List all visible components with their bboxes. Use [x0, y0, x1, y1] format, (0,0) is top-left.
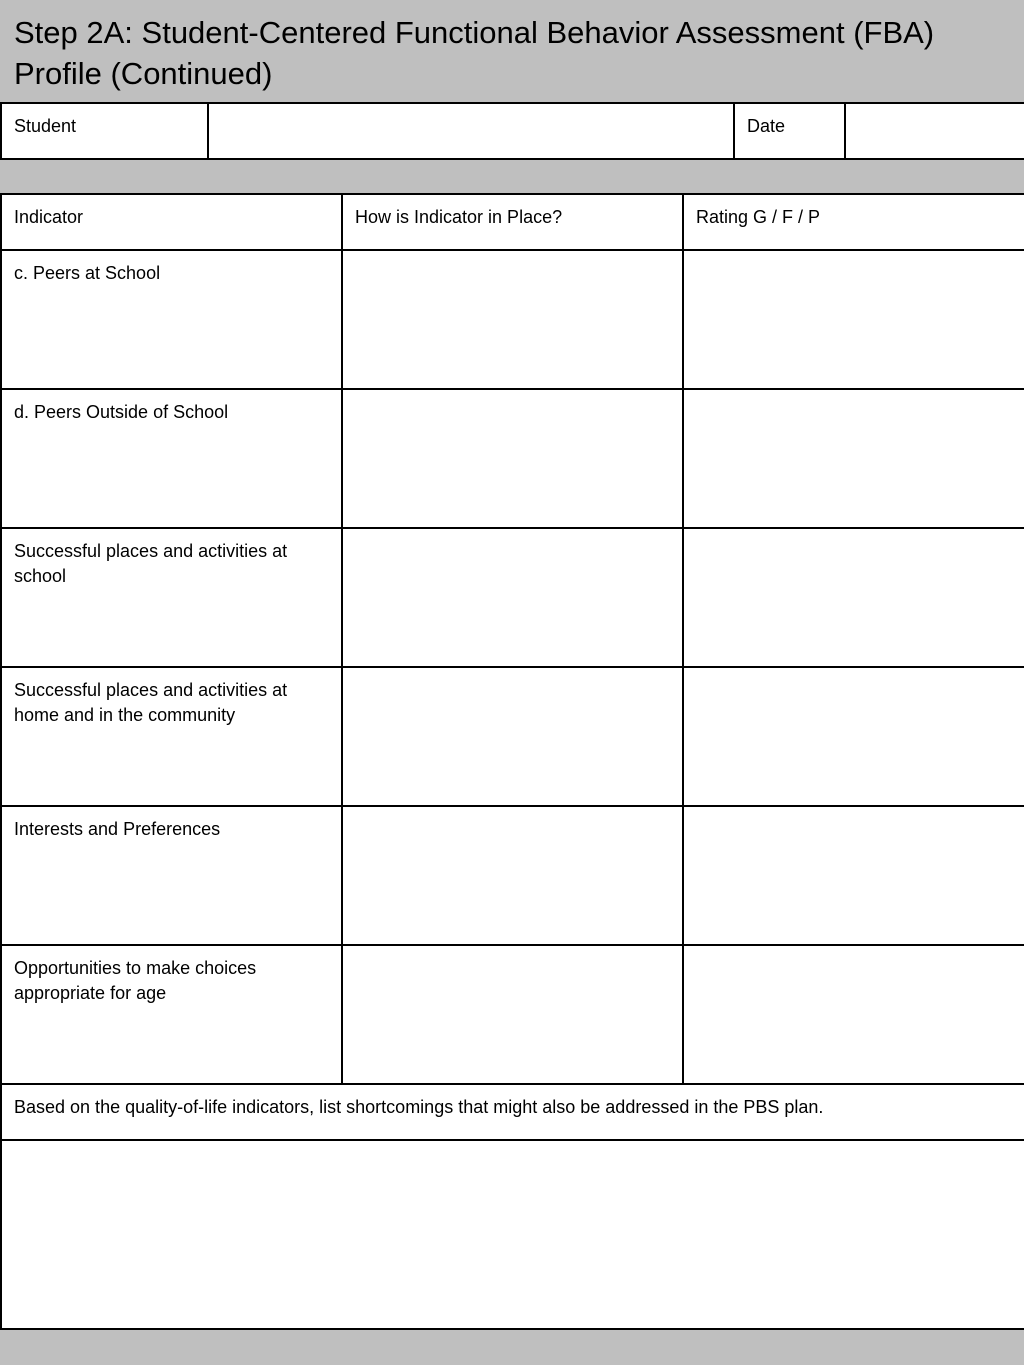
shortcomings-answer-field[interactable] — [1, 1140, 1024, 1329]
rating-cell[interactable] — [683, 250, 1024, 389]
indicator-cell: Opportunities to make choices appropriate for age — [1, 945, 342, 1084]
student-label: Student — [1, 103, 208, 159]
indicator-table — [0, 193, 1024, 1330]
indicator-cell: c. Peers at School — [1, 250, 342, 389]
rating-cell[interactable] — [683, 806, 1024, 945]
shortcomings-prompt-row — [1, 1084, 1024, 1140]
table-row — [1, 945, 1024, 1084]
indicator-cell: Interests and Preferences — [1, 806, 342, 945]
table-row — [1, 250, 1024, 389]
student-info-table — [0, 102, 1024, 160]
table-row — [1, 667, 1024, 806]
date-label: Date — [734, 103, 845, 159]
page-title: Step 2A: Student-Centered Functional Behavior Assessment (FBA) Profile (Continued) — [14, 15, 935, 91]
table-row — [1, 389, 1024, 528]
table-row — [1, 806, 1024, 945]
how-in-place-cell[interactable] — [342, 250, 683, 389]
indicator-cell: Successful places and activities at school — [1, 528, 342, 667]
rating-cell[interactable] — [683, 528, 1024, 667]
how-in-place-cell[interactable] — [342, 389, 683, 528]
indicator-cell: d. Peers Outside of School — [1, 389, 342, 528]
date-field[interactable] — [845, 103, 1024, 159]
how-in-place-cell[interactable] — [342, 806, 683, 945]
shortcomings-prompt: Based on the quality-of-life indicators, list shortcomings that might also be addressed in the PBS plan. — [1, 1084, 1024, 1140]
how-in-place-cell[interactable] — [342, 528, 683, 667]
table-row — [1, 528, 1024, 667]
rating-cell[interactable] — [683, 667, 1024, 806]
table-header-row — [1, 194, 1024, 250]
shortcomings-answer-row — [1, 1140, 1024, 1329]
rating-cell[interactable] — [683, 945, 1024, 1084]
rating-cell[interactable] — [683, 389, 1024, 528]
header-how-in-place: How is Indicator in Place? — [342, 194, 683, 250]
how-in-place-cell[interactable] — [342, 667, 683, 806]
student-field[interactable] — [208, 103, 734, 159]
header-indicator: Indicator — [1, 194, 342, 250]
indicator-cell: Successful places and activities at home and in the community — [1, 667, 342, 806]
how-in-place-cell[interactable] — [342, 945, 683, 1084]
header-rating: Rating G / F / P — [683, 194, 1024, 250]
